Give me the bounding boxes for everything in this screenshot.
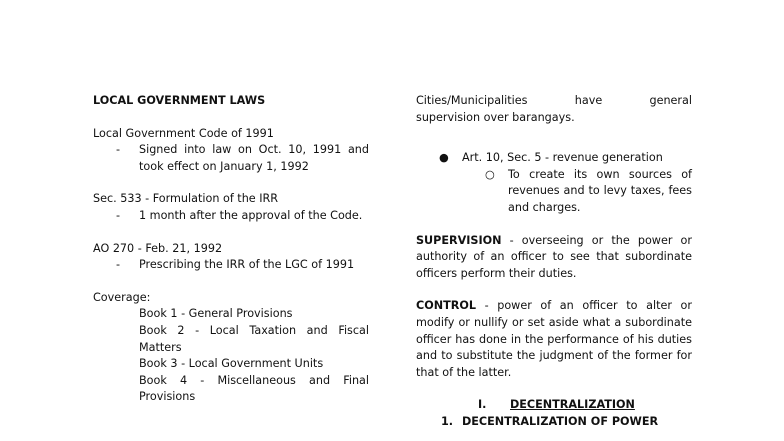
lgc-item: [93, 142, 369, 175]
dash-marker: -: [116, 208, 121, 222]
control-term: CONTROL: [416, 299, 476, 313]
section-number: I.: [478, 398, 487, 412]
supervision-term: SUPERVISION: [416, 233, 502, 247]
control-text: - power of an officer to alter or modify or nullify or set aside what a subordinate officer has done in the performance of his duties and to substitute the judgment of the former for that of the latter.: [416, 299, 692, 379]
lgc-title: Local Government Code of 1991: [93, 126, 274, 140]
control-definition: [416, 298, 692, 381]
dash-marker: -: [116, 143, 121, 157]
subsection-number: 1.: [441, 415, 454, 429]
section-heading: [416, 397, 692, 414]
intro-line-1: Cities/Municipalities have general: [416, 94, 692, 107]
subsection-heading: [416, 414, 692, 431]
book-4: Book 4 - Miscellaneous and Final Provisions: [139, 373, 369, 404]
book-3: Book 3 - Local Government Units: [139, 357, 324, 371]
art10-sub-text: To create its own sources of revenues and to levy taxes, fees and charges.: [508, 167, 692, 214]
art10-text: Art. 10, Sec. 5 - revenue generation: [462, 151, 663, 165]
document-heading: LOCAL GOVERNMENT LAWS: [93, 94, 266, 107]
lgc-item-text: Signed into law on Oct. 10, 1991 and took effect on January 1, 1992: [139, 143, 369, 173]
ao270-item: [93, 257, 369, 274]
ao270-item-text: Prescribing the IRR of the LGC of 1991: [139, 258, 355, 272]
supervision-text: - overseeing or the power or authority of an officer to see that subordinate officers perform their duties.: [416, 233, 692, 280]
sec533-item-text: 1 month after the approval of the Code.: [139, 208, 363, 222]
book-2: Book 2 - Local Taxation and Fiscal Matters: [139, 323, 369, 354]
dash-marker: -: [116, 258, 121, 272]
left-column: [93, 93, 369, 406]
supervision-definition: [416, 233, 692, 283]
sec533-item: [93, 208, 369, 225]
book-1: Book 1 - General Provisions: [139, 307, 293, 321]
art10-bullet: [416, 150, 692, 167]
right-column: [416, 93, 692, 431]
sec533-title: Sec. 533 - Formulation of the IRR: [93, 192, 279, 206]
section-title: DECENTRALIZATION: [510, 398, 635, 412]
subsection-title: DECENTRALIZATION OF POWER: [462, 415, 659, 429]
bullet-marker: ●: [439, 151, 449, 165]
intro-line-2: supervision over barangays.: [416, 110, 575, 124]
ao270-title: AO 270 - Feb. 21, 1992: [93, 241, 223, 255]
art10-subitem: [416, 167, 692, 217]
coverage-title: Coverage:: [93, 290, 151, 304]
circle-marker: ○: [485, 167, 495, 181]
